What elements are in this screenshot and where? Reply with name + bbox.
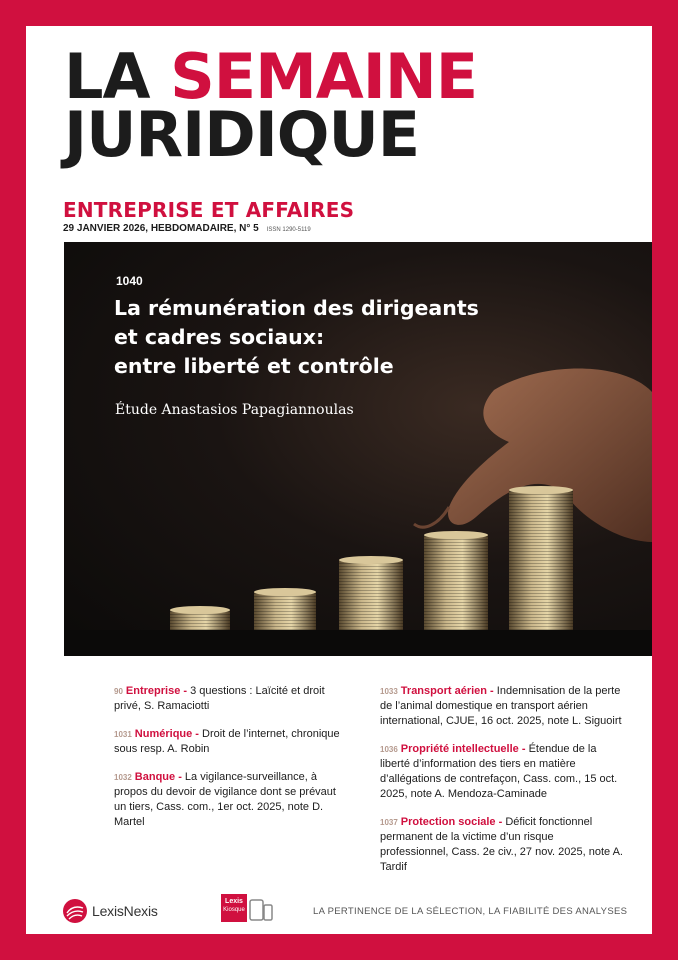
item-text: Indemnisation de la perte de l’animal domestique en transport aérien international, CJUE, 16 oct. 2025, note L. Siguoirt xyxy=(380,685,622,727)
summary-item[interactable] xyxy=(380,742,624,802)
masthead-semaine: SEMAINE xyxy=(170,40,478,113)
item-category: Banque - xyxy=(134,771,182,783)
kiosque-line1: Lexis xyxy=(225,898,243,905)
summary-item[interactable] xyxy=(380,684,624,729)
cover-image xyxy=(64,242,652,656)
masthead xyxy=(64,40,478,171)
logo-text: LexisNexis xyxy=(92,903,158,919)
item-number: 1032 xyxy=(114,773,132,782)
summary-right-column xyxy=(380,684,624,888)
item-category: Transport aérien - xyxy=(400,685,494,697)
item-number: 1033 xyxy=(380,687,398,696)
summary-left-column xyxy=(114,684,346,843)
item-text: Étendue de la liberté d’information des tiers en matière d’allégations de contrefaçon, Cass. com., 15 oct. 2025, note A. Mendoza-Caminade xyxy=(380,743,618,800)
cover-title-line: La rémunération des dirigeants xyxy=(114,296,479,320)
issue-info xyxy=(63,223,311,234)
summary-item[interactable] xyxy=(114,727,346,757)
item-text: Déficit fonctionnel permanent de la victime d’un risque professionnel, Cass. 2e civ., 27 nov. 2025, note A. Tardif xyxy=(380,816,623,873)
kiosque-line2: Kiosque xyxy=(223,907,245,913)
devices-icon xyxy=(249,898,273,922)
cover-page xyxy=(26,26,652,934)
cover-story-number: 1040 xyxy=(116,274,143,288)
item-number: 1036 xyxy=(380,745,398,754)
item-category: Propriété intellectuelle - xyxy=(400,743,526,755)
summary-item[interactable] xyxy=(114,770,346,830)
item-category: Numérique - xyxy=(134,728,199,740)
lexisnexis-emblem-icon xyxy=(62,898,88,924)
edition-subtitle: ENTREPRISE ET AFFAIRES xyxy=(63,198,355,222)
issn: ISSN 1290-5119 xyxy=(266,227,311,233)
cover-title-line: entre liberté et contrôle xyxy=(114,354,394,378)
summary-item[interactable] xyxy=(380,815,624,875)
item-number: 1031 xyxy=(114,730,132,739)
item-number: 90 xyxy=(114,687,123,696)
tagline: LA PERTINENCE DE LA SÉLECTION, LA FIABILITÉ DES ANALYSES xyxy=(313,906,628,917)
item-text: La vigilance-surveillance, à propos du devoir de vigilance dont se prévaut un tiers, Cass. com., 1er oct. 2025, note D. Martel xyxy=(114,771,336,828)
item-category: Protection sociale - xyxy=(400,816,503,828)
lexisnexis-logo xyxy=(62,898,158,924)
masthead-juridique: JURIDIQUE xyxy=(64,98,420,171)
item-category: Entreprise - xyxy=(125,685,188,697)
item-number: 1037 xyxy=(380,818,398,827)
summary-item[interactable] xyxy=(114,684,346,714)
lexis-kiosque-badge xyxy=(221,894,247,922)
item-text: 3 questions : Laïcité et droit privé, S. Ramaciotti xyxy=(114,685,325,712)
cover-story-title xyxy=(114,294,554,381)
cover-story-author: Étude Anastasios Papagiannoulas xyxy=(115,402,354,418)
issue-date: 29 JANVIER 2026, HEBDOMADAIRE, N° 5 xyxy=(63,223,259,234)
cover-title-line: et cadres sociaux: xyxy=(114,325,325,349)
masthead-la: LA xyxy=(64,40,150,113)
coin-stacks xyxy=(170,486,573,632)
item-text: Droit de l’internet, chronique sous resp. A. Robin xyxy=(114,728,340,755)
